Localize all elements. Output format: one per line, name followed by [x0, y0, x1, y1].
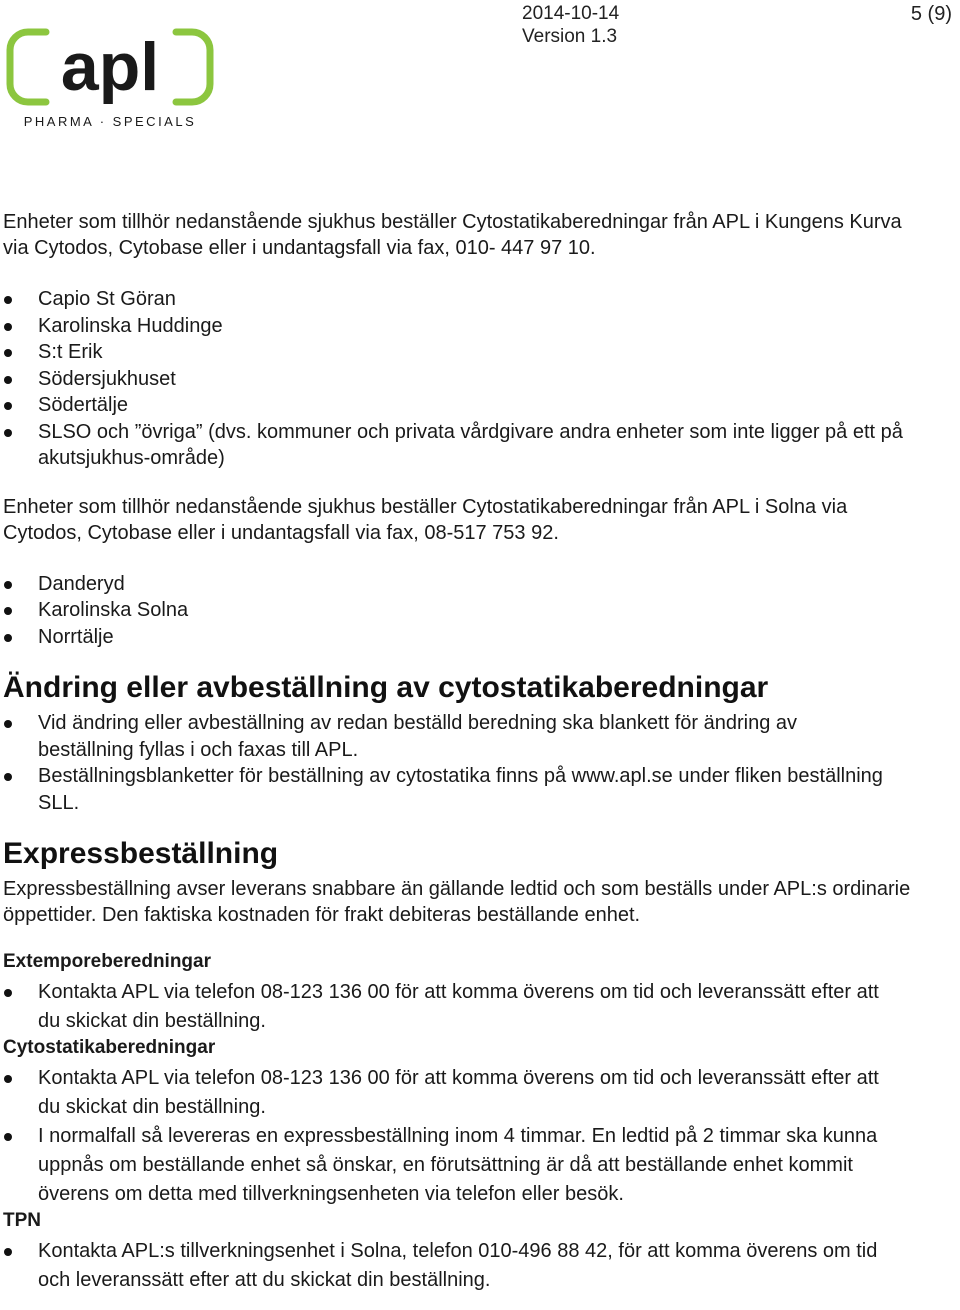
list-item: Norrtälje: [3, 624, 953, 651]
cytostatika-list: [3, 1064, 953, 1209]
section1-intro: Enheter som tillhör nedanstående sjukhus beställer Cytostatikaberedningar från APL i Kungens Kurva via Cytodos, Cytobase eller i undantagsfall via fax, 010- 447 97 10.: [3, 211, 902, 259]
list-item: I normalfall så levereras en expressbeställning inom 4 timmar. En ledtid på 2 timmar ska kunna uppnås om beställande enhet så önskar, en förutsättning är då att beställande enhet kommit överens om detta med tillverkningsenheten via telefon eller besök.: [3, 1122, 898, 1209]
logo-green-arc-right: [176, 32, 210, 102]
list-item: Kontakta APL:s tillverkningsenhet i Solna, telefon 010-496 88 42, för att komma överens om tid och leveranssätt efter att du skickat din beställning.: [3, 1237, 898, 1295]
heading-tpn: TPN: [3, 1210, 41, 1231]
page-header: [0, 0, 960, 140]
section2-hospital-list: [3, 571, 953, 651]
list-item: Beställningsblanketter för beställning av cytostatika finns på www.apl.se under fliken beställning SLL.: [3, 763, 888, 816]
list-item: Kontakta APL via telefon 08-123 136 00 för att komma överens om tid och leveranssätt efter att du skickat din beställning.: [3, 978, 898, 1036]
change-cancel-list: [3, 710, 953, 816]
list-item: Kontakta APL via telefon 08-123 136 00 för att komma överens om tid och leveranssätt efter att du skickat din beställning.: [3, 1064, 898, 1122]
list-item: Danderyd: [3, 571, 953, 598]
list-item: Karolinska Huddinge: [3, 313, 953, 340]
list-item: S:t Erik: [3, 339, 953, 366]
list-item: Karolinska Solna: [3, 597, 953, 624]
heading-change-cancel: Ändring eller avbeställning av cytostatikaberedningar: [3, 671, 769, 704]
document-date: 2014-10-14: [522, 3, 620, 24]
logo-subtitle: PHARMA · SPECIALS: [23, 114, 197, 129]
logo-green-arc-left: [10, 32, 46, 102]
heading-extempore: Extemporeberedningar: [3, 951, 211, 972]
express-intro: Expressbeställning avser leverans snabbare än gällande ledtid och som beställs under APL:s ordinarie öppettider. Den faktiska kostnaden för frakt debiteras beställande enhet.: [3, 878, 911, 926]
section1-hospital-list: [3, 286, 953, 472]
section2-intro: Enheter som tillhör nedanstående sjukhus beställer Cytostatikaberedningar från APL i Solna via Cytodos, Cytobase eller i undantagsfall via fax, 08-517 753 92.: [3, 495, 848, 544]
apl-logo: [6, 28, 216, 130]
document-version: Version 1.3: [522, 26, 618, 47]
list-item: SLSO och ”övriga” (dvs. kommuner och privata vårdgivare andra enheter som inte ligger på ett på akutsjukhus-område): [3, 419, 908, 472]
tpn-list: [3, 1237, 953, 1295]
heading-cytostatika: Cytostatikaberedningar: [3, 1037, 216, 1058]
heading-express-order: Expressbeställning: [3, 837, 279, 870]
page-number: 5 (9): [910, 3, 952, 25]
list-item: Vid ändring eller avbeställning av redan beställd beredning ska blankett för ändring av beställning fyllas i och faxas till APL.: [3, 710, 888, 763]
list-item: Södertälje: [3, 392, 953, 419]
document-body: [3, 209, 953, 1295]
list-item: Södersjukhuset: [3, 366, 953, 393]
logo-wordmark: apl: [60, 29, 160, 105]
list-item: Capio St Göran: [3, 286, 953, 313]
extempore-list: [3, 978, 953, 1036]
